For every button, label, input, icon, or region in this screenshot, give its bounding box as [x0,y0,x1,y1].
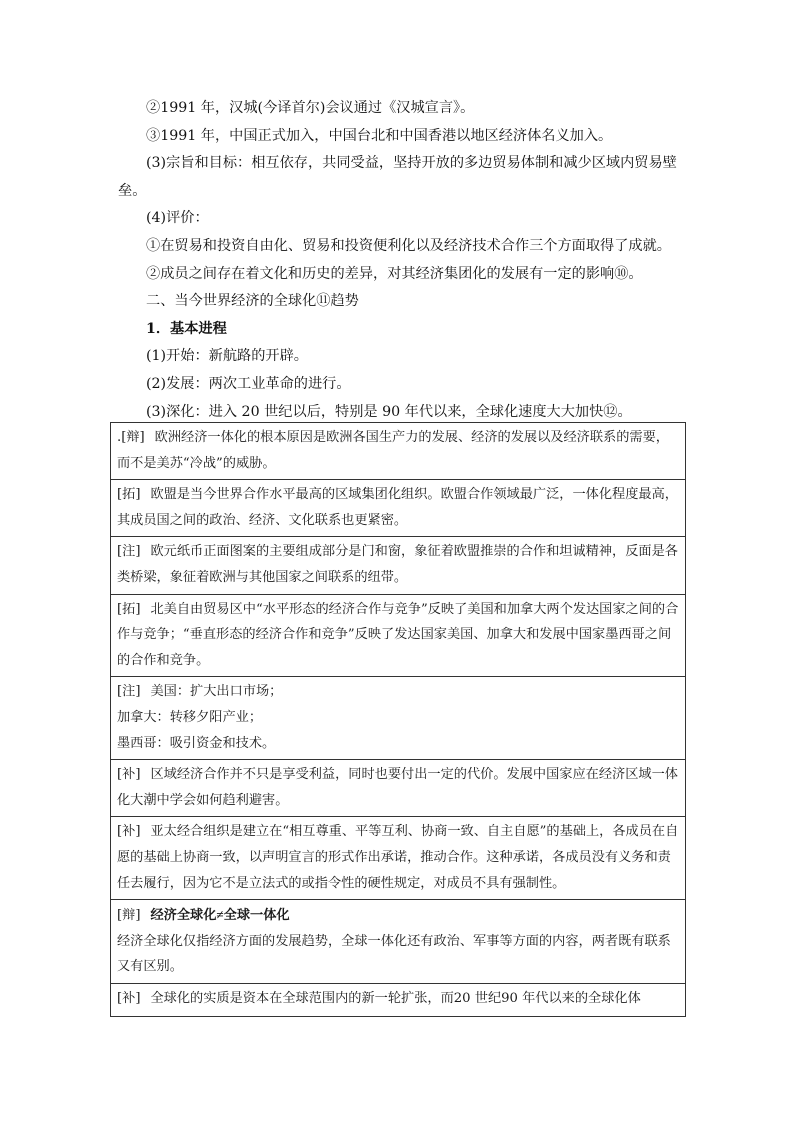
note-line [117,679,679,705]
note-tag: [辩] [117,908,141,924]
note-tag: [补] [117,990,141,1006]
note-tag: [拓] [117,601,141,617]
note-row [111,900,685,984]
note-text: 欧洲经济一体化的根本原因是欧洲各国生产力的发展、经济的发展以及经济联系的需要，而不是美苏“冷战”的威胁。 [117,430,669,471]
note-text: 墨西哥：吸引资金和技术。 [117,735,276,751]
note-tag: [拓] [117,487,141,503]
note-text: 全球化的实质是资本在全球范围内的新一轮扩张，而20 世纪90 年代以来的全球化体 [150,990,641,1006]
note-text: 北美自由贸易区中“水平形态的经济合作与竞争”反映了美国和加拿大两个发达国家之间的合作与竞争；“垂直形态的经济合作和竞争”反映了发达国家美国、加拿大和发展中国家墨西哥之间的合作和竞争。 [117,601,679,668]
note-row [111,423,685,480]
paragraph: (4)评价： [146,210,209,227]
note-line [117,902,679,929]
note-row [111,984,685,1017]
subsection-heading: 1．基本进程 [146,320,227,337]
note-text: 欧盟是当今世界合作水平最高的区域集团化组织。欧盟合作领域最广泛，一体化程度最高，其成员国之间的政治、经济、文化联系也更紧密。 [117,487,678,528]
notes-table [110,422,686,1017]
note-tag: [补] [117,767,141,783]
paragraph: (1)开始：新航路的开辟。 [146,348,308,365]
note-text: 美国：扩大出口市场； [150,684,283,700]
note-row [111,480,685,537]
note-row [111,817,685,900]
note-text: 区域经济合作并不只是享受利益，同时也要付出一定的代价。发展中国家应在经济区域一体化大潮中学会如何趋利避害。 [117,767,678,808]
note-row [111,760,685,817]
note-row [111,595,685,678]
paragraph: (2)发展：两次工业革命的进行。 [146,375,351,392]
note-tag: [补] [117,824,141,840]
note-text: 经济全球化仅指经济方面的发展趋势，全球一体化还有政治、军事等方面的内容，两者既有联系又有区别。 [117,933,671,975]
paragraph: (3)宗旨和目标：相互依存，共同受益，坚持开放的多边贸易体制和减少区域内贸易壁垒。 [118,155,677,199]
section-heading: 二、当今世界经济的全球化⑪趋势 [146,293,359,310]
note-text: 欧元纸币正面图案的主要组成部分是门和窗，象征着欧盟推崇的合作和坦诚精神，反面是各类桥梁，象征着欧洲与其他国家之间联系的纽带。 [117,544,678,585]
note-text: 亚太经合组织是建立在“相互尊重、平等互利、协商一致、自主自愿”的基础上，各成员在自愿的基础上协商一致，以声明宣言的形式作出承诺，推动合作。这种承诺，各成员没有义务和责任去履行，因为它不是立法式的或指令性的硬性规定，对成员不具有强制性。 [117,824,679,891]
paragraph: ③1991 年，中国正式加入，中国台北和中国香港以地区经济体名义加入。 [146,127,613,144]
note-row [111,677,685,760]
main-text [118,95,678,426]
note-tag: .[辩] [117,430,145,445]
note-heading: 经济全球化≠全球一体化 [150,907,290,923]
note-tag: [注] [117,544,141,560]
note-tag: [注] [117,684,141,700]
paragraph: (3)深化：进入 20 世纪以后，特别是 90 年代以来，全球化速度大大加快⑫。 [146,403,632,420]
paragraph: ②1991 年，汉城(今译首尔)会议通过《汉城宣言》。 [146,100,475,116]
note-row [111,537,685,594]
paragraph: ②成员之间存在着文化和历史的差异，对其经济集团化的发展有一定的影响⑩。 [146,265,643,282]
note-text: 加拿大：转移夕阳产业； [117,709,263,725]
paragraph: ①在贸易和投资自由化、贸易和投资便利化以及经济技术合作三个方面取得了成就。 [146,237,671,254]
